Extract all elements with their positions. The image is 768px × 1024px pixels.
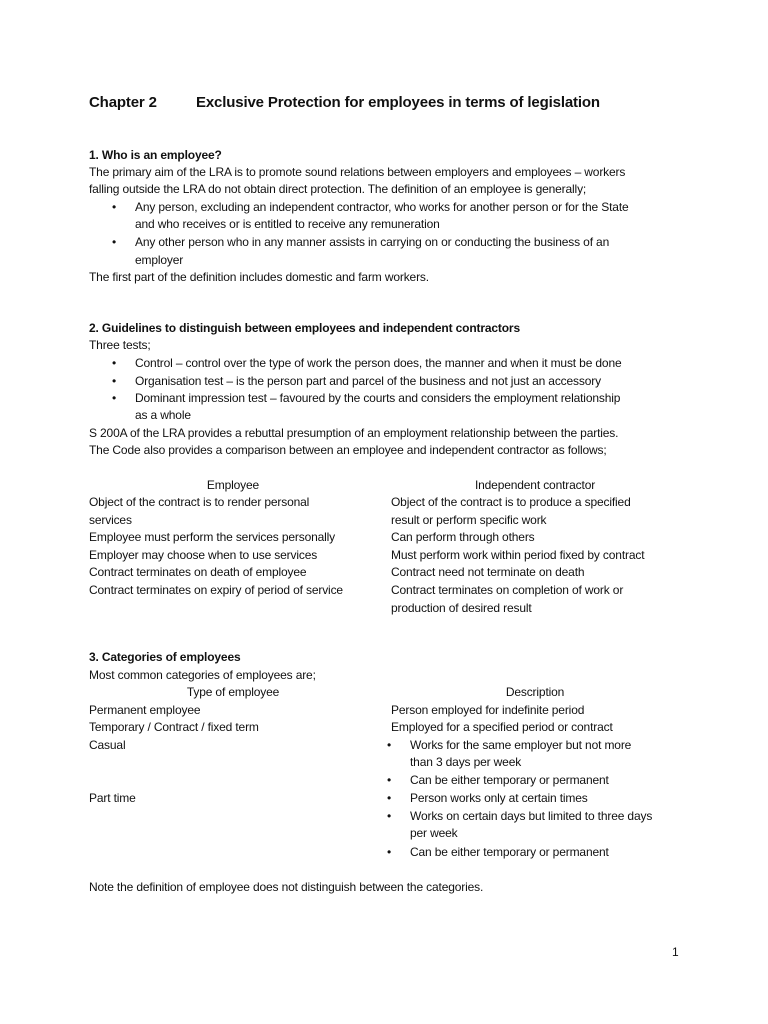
description-bullet: • Can be either temporary or permanent [410, 772, 609, 789]
column-heading-employee: Employee [206, 478, 260, 492]
column-heading-contractor: Independent contractor [474, 478, 596, 492]
bullet-item: • Dominant impression test – favoured by the courts and considers the employment relationship [135, 390, 620, 407]
paragraph: falling outside the LRA do not obtain direct protection. The definition of an employee is generally; [89, 182, 587, 196]
page-number: 1 [672, 945, 679, 959]
paragraph: Most common categories of employees are; [89, 668, 316, 682]
chapter-label: Chapter 2 [89, 94, 157, 111]
comparison-cell: Contract terminates on completion of work or [391, 583, 624, 597]
bullet-continuation: and who receives or is entitled to receive any remuneration [135, 217, 440, 231]
paragraph: The primary aim of the LRA is to promote sound relations between employers and employees – workers [89, 165, 626, 179]
description-bullet: • Can be either temporary or permanent [410, 844, 609, 861]
paragraph: S 200A of the LRA provides a rebuttal presumption of an employment relationship between the parties. [89, 426, 619, 440]
bullet-item: • Organisation test – is the person part and parcel of the business and not just an accessory [135, 373, 601, 390]
comparison-cell: production of desired result [391, 601, 532, 615]
section-3-heading: 3. Categories of employees [89, 650, 241, 664]
comparison-cell: Contract need not terminate on death [391, 565, 585, 579]
comparison-cell: Employee must perform the services personally [89, 530, 336, 544]
paragraph: Three tests; [89, 338, 151, 352]
description-continuation: than 3 days per week [410, 755, 522, 769]
chapter-title: Exclusive Protection for employees in terms of legislation [196, 94, 600, 111]
bullet-item: • Control – control over the type of work the person does, the manner and when it must be done [135, 355, 622, 372]
description-bullet: • Works on certain days but limited to three days [410, 808, 652, 825]
description-bullet: • Works for the same employer but not more [410, 737, 631, 754]
note: Note the definition of employee does not distinguish between the categories. [89, 880, 484, 894]
category-description: Person employed for indefinite period [391, 703, 585, 717]
comparison-cell: services [89, 513, 132, 527]
category-type: Casual [89, 738, 126, 752]
column-heading-type: Type of employee [186, 685, 280, 699]
category-description: Employed for a specified period or contract [391, 720, 613, 734]
category-type: Permanent employee [89, 703, 201, 717]
bullet-item: • Any other person who in any manner assists in carrying on or conducting the business of an [135, 234, 609, 251]
comparison-cell: result or perform specific work [391, 513, 547, 527]
bullet-continuation: employer [135, 253, 184, 267]
description-bullet: • Person works only at certain times [410, 790, 588, 807]
category-type: Part time [89, 791, 136, 805]
comparison-cell: Employer may choose when to use services [89, 548, 318, 562]
section-1-heading: 1. Who is an employee? [89, 148, 222, 162]
category-type: Temporary / Contract / fixed term [89, 720, 259, 734]
bullet-item: • Any person, excluding an independent contractor, who works for another person or for the State [135, 199, 629, 216]
paragraph: The Code also provides a comparison between an employee and independent contractor as follows; [89, 443, 607, 457]
section-2-heading: 2. Guidelines to distinguish between employees and independent contractors [89, 321, 520, 335]
comparison-cell: Object of the contract is to render personal [89, 495, 310, 509]
comparison-cell: Must perform work within period fixed by contract [391, 548, 645, 562]
bullet-continuation: as a whole [135, 408, 191, 422]
comparison-cell: Contract terminates on expiry of period of service [89, 583, 343, 597]
comparison-cell: Object of the contract is to produce a specified [391, 495, 631, 509]
column-heading-description: Description [505, 685, 565, 699]
paragraph: The first part of the definition includes domestic and farm workers. [89, 270, 429, 284]
comparison-cell: Contract terminates on death of employee [89, 565, 307, 579]
description-continuation: per week [410, 826, 458, 840]
comparison-cell: Can perform through others [391, 530, 535, 544]
